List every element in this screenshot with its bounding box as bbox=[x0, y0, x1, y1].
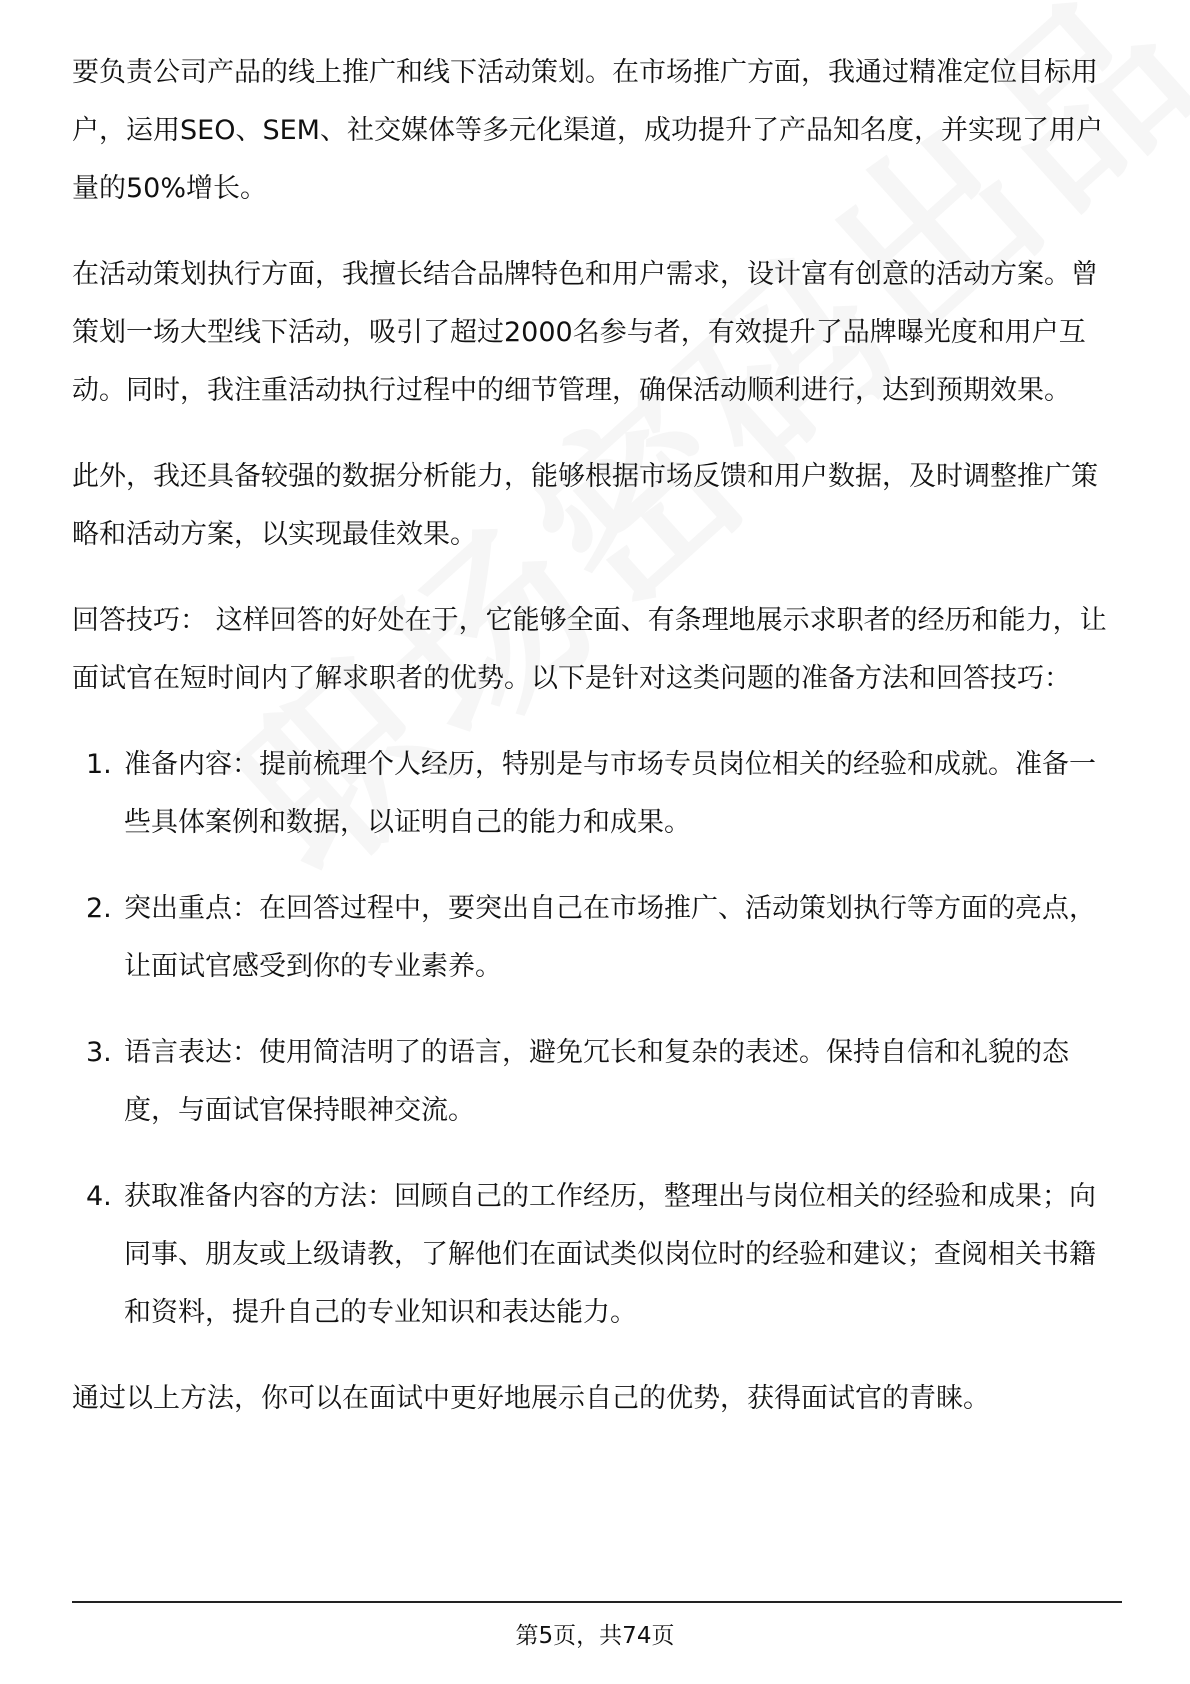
paragraph-event-planning: 在活动策划执行方面，我擅长结合品牌特色和用户需求，设计富有创意的活动方案。曾策划一场大型线下活动，吸引了超过2000名参与者，有效提升了品牌曝光度和用户互动。同时，我注重活动执行过程中的细节管理，确保活动顺利进行，达到预期效果。 bbox=[72, 259, 1098, 406]
page-content bbox=[72, 44, 1122, 1456]
list-item-text: 语言表达：使用简洁明了的语言，避免冗长和复杂的表述。保持自信和礼貌的态度，与面试官保持眼神交流。 bbox=[124, 1037, 1069, 1126]
list-item-text: 突出重点：在回答过程中，要突出自己在市场推广、活动策划执行等方面的亮点，让面试官感受到你的专业素养。 bbox=[124, 893, 1096, 982]
list-item-text: 准备内容：提前梳理个人经历，特别是与市场专员岗位相关的经验和成就。准备一些具体案例和数据，以证明自己的能力和成果。 bbox=[124, 749, 1096, 838]
list-item-text: 获取准备内容的方法：回顾自己的工作经历，整理出与岗位相关的经验和成果；向同事、朋友或上级请教，了解他们在面试类似岗位时的经验和建议；查阅相关书籍和资料，提升自己的专业知识和表达能力。 bbox=[124, 1181, 1096, 1328]
list-item bbox=[72, 880, 1122, 996]
list-item-number: 4. bbox=[86, 1181, 112, 1212]
list-item-number: 1. bbox=[86, 749, 112, 780]
paragraph-data-analysis: 此外，我还具备较强的数据分析能力，能够根据市场反馈和用户数据，及时调整推广策略和活动方案，以实现最佳效果。 bbox=[72, 461, 1098, 550]
page-number: 第5页，共74页 bbox=[515, 1623, 675, 1649]
tips-list bbox=[72, 736, 1122, 1342]
paragraph-closing: 通过以上方法，你可以在面试中更好地展示自己的优势，获得面试官的青睐。 bbox=[72, 1383, 990, 1414]
list-item-number: 3. bbox=[86, 1037, 112, 1068]
list-item bbox=[72, 1024, 1122, 1140]
paragraph-intro: 要负责公司产品的线上推广和线下活动策划。在市场推广方面，我通过精准定位目标用户，运用SEO、SEM、社交媒体等多元化渠道，成功提升了产品知名度，并实现了用户量的50%增长。 bbox=[72, 57, 1103, 204]
paragraph-answer-tips: 回答技巧： 这样回答的好处在于，它能够全面、有条理地展示求职者的经历和能力，让面试官在短时间内了解求职者的优势。以下是针对这类问题的准备方法和回答技巧： bbox=[72, 605, 1107, 694]
footer-divider bbox=[72, 1601, 1122, 1603]
list-item bbox=[72, 736, 1122, 852]
list-item bbox=[72, 1168, 1122, 1342]
list-item-number: 2. bbox=[86, 893, 112, 924]
